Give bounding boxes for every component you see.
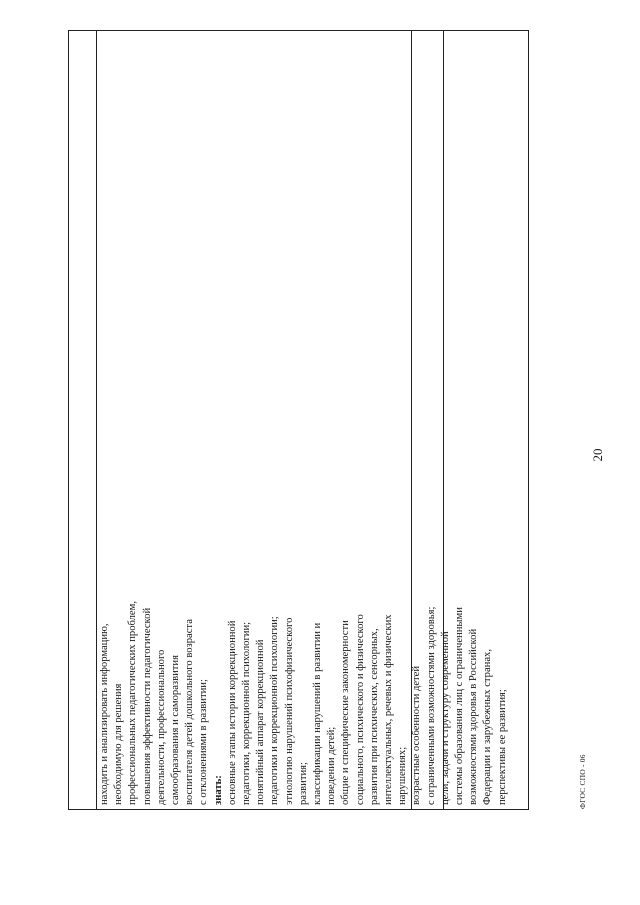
cell-line: профессиональных педагогических проблем, [127,601,139,805]
cell-line: воспитателя детей дошкольного возраста [184,619,196,805]
cell-line: с ограниченными возможностями здоровья; [425,606,437,805]
cell-line: Федерации и зарубежных странах, [482,649,494,805]
cell-line: поведении детей; [326,726,338,805]
table-row-divider [96,31,97,809]
cell-line: перспективы ее развития; [496,689,508,805]
cell-line: нарушениях; [397,746,409,805]
cell-line: необходимую для решения [113,683,125,805]
cell-line: возможностями здоровья в Российской [468,628,480,805]
document-code: ФГОС СПО - 06 [578,754,587,809]
cell-line: интеллектуальных, речевых и физических [383,614,395,805]
cell-line: понятийный аппарат коррекционной [255,639,267,805]
cell-line: повышения эффективности педагогической [141,607,153,805]
cell-line: этиологию нарушений психофизического [283,617,295,805]
cell-heading-know: знать: [212,775,224,805]
cell-line: деятельности, профессионального [155,649,167,805]
page-number: 20 [590,448,605,462]
table-cell-content [98,405,510,805]
cell-line: с отклонениями в развитии; [198,679,210,805]
cell-line: основные этапы истории коррекционной [226,620,238,805]
cell-line: общие и специфические закономерности [340,620,352,805]
cell-line: педагогики, коррекционной психологии; [241,621,253,805]
cell-line: цели, задачи и структуру современной [439,631,451,805]
cell-line: самообразования и саморазвития [170,655,182,805]
cell-line: развития; [297,762,309,805]
cell-line: системы образования лиц с ограниченными [454,607,466,805]
competency-table [68,30,529,810]
cell-line: педагогики и коррекционной психологии; [269,616,281,805]
cell-line: классификации нарушений в развитии и [312,622,324,805]
cell-line: возрастные особенности детей [411,665,423,805]
cell-line: находить и анализировать информацию, [99,623,110,805]
cell-line: развития при психических, сенсорных, [368,628,380,805]
cell-line: социального, психического и физического [354,614,366,805]
